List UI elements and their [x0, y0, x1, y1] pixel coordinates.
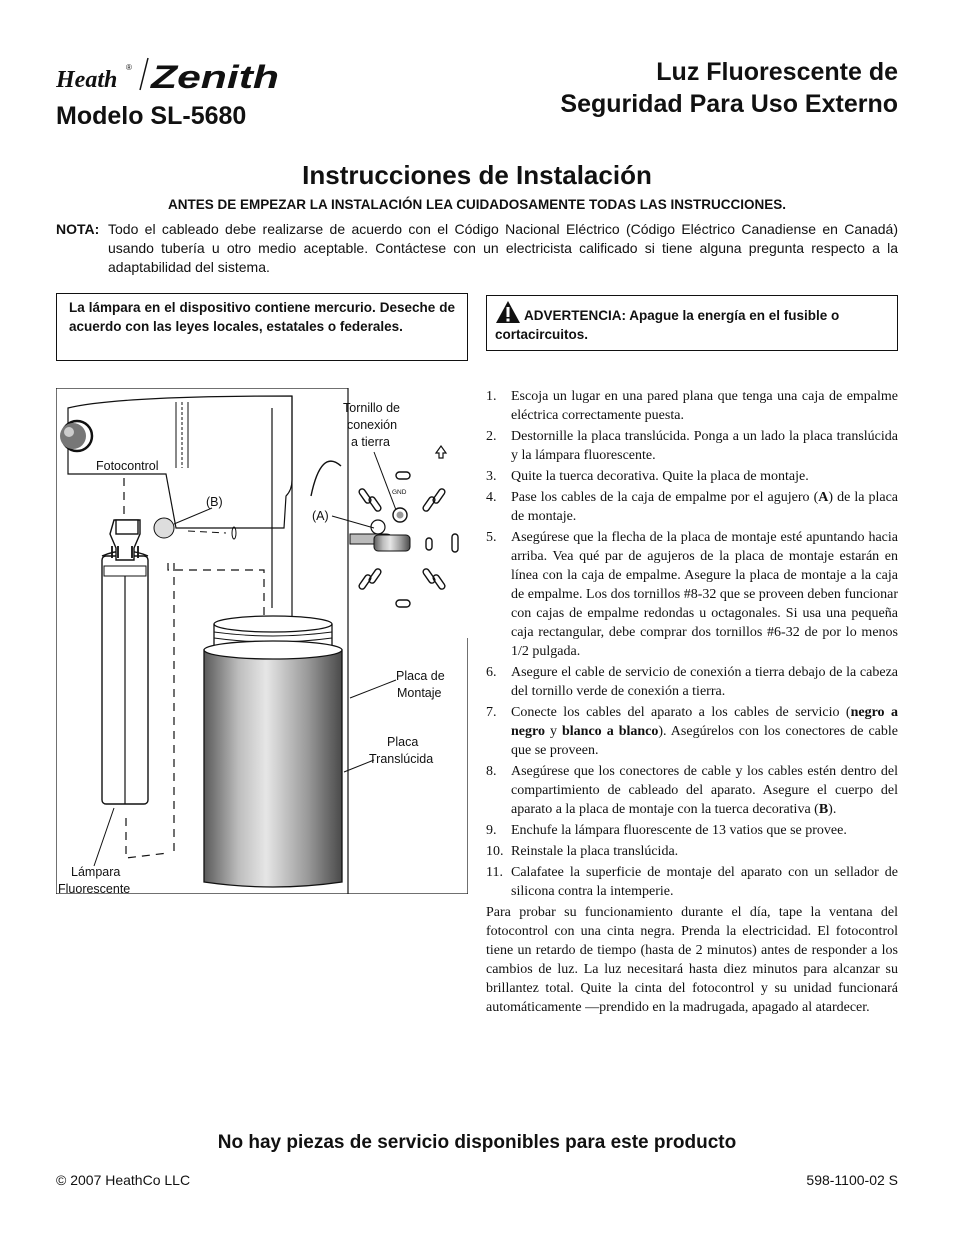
test-paragraph: Para probar su funcionamiento durante el día, tape la ventana del fotocontrol con una cinta negra. Prenda la electricidad. El fotocontrol tiene un retardo de tiempo (hasta de 2 minutos) antes de responder a los cambios de luz. La luz necesitará hasta diez minutos para alcanzar su brillantez total. Quite la cinta del fotocontrol y su unidad funcionará automáticamente —prendido en la madrugada, apagado al atardecer. — [486, 905, 898, 1015]
step-number: 8. — [486, 764, 497, 779]
svg-text:®: ® — [126, 63, 132, 72]
step-item — [486, 387, 898, 425]
step-item — [486, 467, 898, 486]
label-tornillo-2: conexión — [347, 418, 398, 432]
label-lampara-1: Lámpara — [71, 865, 121, 879]
step-text: Destornille la placa translúcida. Ponga a un lado la placa translúcida y la lámpara fluorescente. — [511, 429, 898, 463]
model-number: Modelo SL-5680 — [56, 102, 247, 130]
step-number: 2. — [486, 429, 497, 444]
warning-text: ADVERTENCIA: Apague la energía en el fusible o cortacircuitos. — [495, 308, 840, 342]
step-text: Asegúrese que la flecha de la placa de montaje esté apuntando hacia arriba. Vea qué par de agujeros de la placa de montaje estarán en línea con la caja de empalme. Asegure la placa de montaje a la caja de empalme. Los dos tornillos #8-32 que se proveen deben funcionar con cajas de empalme redondas u octagonales. Si usa una pequeña caja rectangular, debe comprar dos tornillos #6-32 de por lo menos 1/2 pulgada. — [511, 530, 898, 659]
step-number: 1. — [486, 389, 497, 404]
translucent-lens — [204, 616, 342, 887]
step-number: 7. — [486, 705, 497, 720]
part-number: 598-1100-02 S — [806, 1172, 898, 1188]
step-item — [486, 528, 898, 661]
label-placa-translucida-2: Translúcida — [369, 752, 434, 766]
product-title-line2: Seguridad Para Uso Externo — [560, 90, 898, 118]
gnd-marking: GND — [392, 489, 407, 496]
label-lampara-2: Fluorescente — [58, 882, 131, 894]
step-text: Asegúrese que los conectores de cable y los cables estén dentro del compartimiento de cableado del aparato. Asegure el cuerpo del aparato a la placa de montaje con la tuerca decorativa ( — [511, 764, 898, 817]
step-item — [486, 821, 898, 840]
warning-box — [486, 295, 898, 351]
step-number: 9. — [486, 823, 497, 838]
step-item — [486, 427, 898, 465]
step-bold-text: blanco a blanco — [562, 724, 659, 739]
step-item — [486, 842, 898, 861]
step-bold-text: B — [818, 802, 829, 817]
step-item — [486, 703, 898, 760]
label-fotocontrol: Fotocontrol — [96, 459, 159, 473]
photocontrol-icon — [60, 421, 92, 451]
nut-b-icon — [154, 518, 174, 538]
label-a: (A) — [312, 509, 329, 523]
label-placa-translucida-1: Placa — [387, 735, 419, 749]
step-number: 4. — [486, 490, 497, 505]
step-bold-text: A — [818, 490, 829, 505]
svg-text:Zenith: Zenith — [149, 59, 279, 94]
step-text: ). — [828, 802, 837, 817]
note-text: Todo el cableado debe realizarse de acuerdo con el Código Nacional Eléctrico (Código Eléctrico Canadiense en Canadá) usando tubería u otro medio aceptable. Contáctese con un electricista calificado si tiene alguna pregunta respecto a la adaptabilidad del sistema. — [108, 221, 898, 275]
mercury-notice-text: La lámpara en el dispositivo contiene mercurio. Deseche de acuerdo con las leyes locales, estatales o federales. — [69, 300, 455, 334]
step-number: 11. — [486, 865, 503, 880]
step-text: y — [544, 724, 562, 739]
installation-diagram — [56, 388, 468, 894]
label-tornillo-1: Tornillo de — [343, 401, 400, 415]
step-item — [486, 762, 898, 819]
step-number: 10. — [486, 844, 504, 859]
page-title: Instrucciones de Instalación — [302, 160, 652, 190]
product-title-line1: Luz Fluorescente de — [656, 58, 898, 86]
heath-zenith-logo — [56, 54, 280, 94]
step-text: Quite la tuerca decorativa. Quite la placa de montaje. — [511, 469, 809, 484]
step-text: ) de la placa de montaje. — [511, 490, 898, 524]
warning-triangle-icon — [495, 300, 521, 324]
note-label: NOTA: — [56, 221, 100, 237]
step-item — [486, 863, 898, 901]
svg-text:Heath: Heath — [56, 67, 118, 93]
step-number: 5. — [486, 530, 497, 545]
wiring-note — [56, 220, 898, 277]
copyright: © 2007 HeathCo LLC — [56, 1172, 191, 1188]
installation-steps — [486, 387, 898, 1017]
label-tornillo-3: a tierra — [351, 435, 390, 449]
no-service-parts-note: No hay piezas de servicio disponibles para este producto — [217, 1132, 737, 1153]
step-bold-text: negro a negro — [511, 705, 898, 739]
step-text: Enchufe la lámpara fluorescente de 13 vatios que se provee. — [511, 823, 847, 838]
step-number: 6. — [486, 665, 497, 680]
step-item — [486, 663, 898, 701]
step-text: Conecte los cables del aparato a los cables de servicio ( — [511, 705, 851, 720]
mercury-notice-box — [56, 293, 468, 361]
label-b: (B) — [206, 495, 223, 509]
instructions-subheading: ANTES DE EMPEZAR LA INSTALACIÓN LEA CUIDADOSAMENTE TODAS LAS INSTRUCCIONES. — [167, 197, 787, 212]
step-text: Reinstale la placa translúcida. — [511, 844, 679, 859]
steps-list — [486, 387, 898, 901]
step-text: Escoja un lugar en una pared plana que tenga una caja de empalme eléctrica correctamente puesta. — [511, 389, 898, 423]
step-number: 3. — [486, 469, 497, 484]
label-placa-montaje-1: Placa de — [396, 669, 445, 683]
step-text: ). Asegúrelos con los conectores de cable que se proveen. — [511, 724, 899, 758]
product-title — [560, 56, 898, 120]
label-placa-montaje-2: Montaje — [397, 686, 442, 700]
step-text: Pase los cables de la caja de empalme por el agujero ( — [511, 490, 819, 505]
step-item — [486, 488, 898, 526]
step-text: Calafatee la superficie de montaje del aparato con un sellador de silicona contra la intemperie. — [511, 865, 898, 899]
step-text: Asegure el cable de servicio de conexión a tierra debajo de la cabeza del tornillo verde de conexión a tierra. — [511, 665, 898, 699]
fluorescent-lamp-icon — [102, 520, 148, 804]
